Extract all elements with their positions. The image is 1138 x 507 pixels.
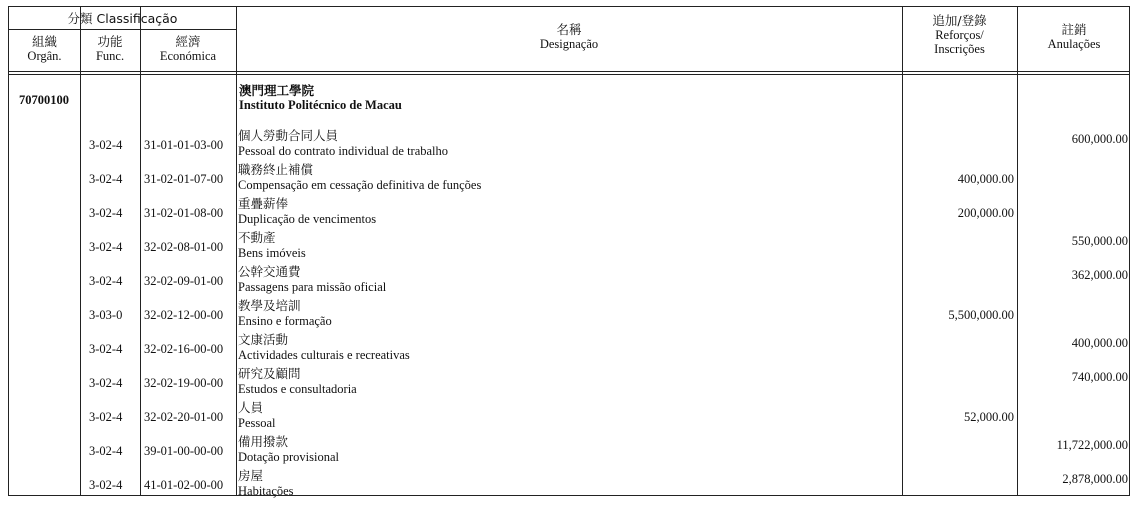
func-code: 3-02-4 [89, 274, 123, 288]
desig-pt-label: Designação [539, 37, 599, 51]
func-code: 3-02-4 [89, 376, 123, 390]
annulment-amount: 2,878,000.00 [1062, 472, 1128, 486]
budget-table [8, 6, 1130, 496]
econ-code: 32-02-19-00-00 [144, 376, 224, 390]
designation-pt: Compensação em cessação definitiva de funções [238, 178, 482, 192]
organ-column-header [9, 35, 80, 63]
annul-pt-label: Anulações [1047, 37, 1101, 51]
designation-pt: Estudos e consultadoria [238, 382, 357, 396]
func-code: 3-03-0 [89, 308, 123, 322]
reinf-pt-label-2: Inscrições [934, 42, 985, 56]
econ-code: 31-02-01-07-00 [144, 172, 224, 186]
reinforcement-amount: 400,000.00 [957, 172, 1014, 186]
econ-code: 39-01-00-00-00 [144, 444, 224, 458]
reinf-zh-label: 追加/登錄 [932, 13, 987, 28]
econ-code: 41-01-02-00-00 [144, 478, 224, 492]
func-code: 3-02-4 [89, 138, 123, 152]
annulment-amount: 550,000.00 [1071, 234, 1128, 248]
annulment-amount: 600,000.00 [1071, 132, 1128, 146]
grid-line [9, 29, 236, 30]
classification-header [9, 12, 236, 26]
econ-code: 31-01-01-03-00 [144, 138, 224, 152]
econ-zh-label: 經濟 [175, 34, 201, 49]
econ-pt-label: Económica [159, 49, 217, 63]
reinforcement-amount: 200,000.00 [957, 206, 1014, 220]
classification-label: 分類 Classificação [67, 11, 178, 26]
func-code: 3-02-4 [89, 240, 123, 254]
designation-pt: Dotação provisional [238, 450, 340, 464]
designation-zh: 教學及培訓 [238, 298, 301, 313]
annulment-amount: 400,000.00 [1071, 336, 1128, 350]
econ-code: 32-02-20-01-00 [144, 410, 224, 424]
header-bottom-line [9, 74, 1129, 75]
organ-code: 70700100 [19, 93, 69, 107]
grid-line [80, 7, 81, 495]
reinf-pt-label-1: Reforços/ [935, 28, 984, 42]
designation-pt: Pessoal do contrato individual de trabalho [238, 144, 449, 158]
func-code: 3-02-4 [89, 478, 123, 492]
reinforcement-amount: 52,000.00 [964, 410, 1014, 424]
org-zh-label: 組織 [31, 34, 57, 49]
func-column-header [80, 35, 140, 63]
designation-pt: Duplicação de vencimentos [238, 212, 377, 226]
func-zh-label: 功能 [97, 34, 123, 49]
annulment-amount: 740,000.00 [1071, 370, 1128, 384]
organ-name [239, 84, 402, 112]
organ-name-zh: 澳門理工學院 [239, 83, 315, 98]
func-code: 3-02-4 [89, 342, 123, 356]
reinforcement-amount: 5,500,000.00 [948, 308, 1014, 322]
designation-zh: 重疊薪俸 [238, 196, 289, 211]
func-code: 3-02-4 [89, 444, 123, 458]
func-code: 3-02-4 [89, 206, 123, 220]
func-code: 3-02-4 [89, 410, 123, 424]
designation-zh: 房屋 [238, 468, 264, 483]
econ-code: 32-02-08-01-00 [144, 240, 224, 254]
annulment-column-header [1017, 23, 1131, 51]
designation-pt: Pessoal [238, 416, 276, 430]
annulment-amount: 362,000.00 [1071, 268, 1128, 282]
grid-line [236, 7, 237, 495]
designation-pt: Ensino e formação [238, 314, 332, 328]
reinforcement-column-header [902, 14, 1017, 56]
designation-zh: 研究及顧問 [238, 366, 301, 381]
annulment-amount: 11,722,000.00 [1056, 438, 1128, 452]
econ-code: 32-02-09-01-00 [144, 274, 224, 288]
func-pt-label: Func. [95, 49, 125, 63]
designation-pt: Habitações [238, 484, 294, 498]
func-code: 3-02-4 [89, 172, 123, 186]
annul-zh-label: 註銷 [1061, 22, 1087, 37]
organ-name-pt: Instituto Politécnico de Macau [239, 98, 402, 112]
header-bottom-line [9, 71, 1129, 72]
designation-zh: 公幹交通費 [238, 264, 301, 279]
designation-zh: 個人勞動合同人員 [238, 128, 339, 143]
designation-pt: Passagens para missão oficial [238, 280, 387, 294]
econ-code: 32-02-16-00-00 [144, 342, 224, 356]
designation-pt: Bens imóveis [238, 246, 306, 260]
org-pt-label: Orgân. [27, 49, 62, 63]
econ-code: 32-02-12-00-00 [144, 308, 224, 322]
designation-pt: Actividades culturais e recreativas [238, 348, 410, 362]
designation-zh: 不動產 [238, 230, 276, 245]
grid-line [1017, 7, 1018, 495]
grid-line [140, 7, 141, 495]
designation-column-header [236, 23, 902, 51]
designation-zh: 文康活動 [238, 332, 289, 347]
econ-column-header [140, 35, 236, 63]
desig-zh-label: 名稱 [556, 22, 582, 37]
designation-zh: 人員 [238, 400, 264, 415]
designation-zh: 備用撥款 [238, 434, 289, 449]
designation-zh: 職務終止補償 [238, 162, 314, 177]
econ-code: 31-02-01-08-00 [144, 206, 224, 220]
